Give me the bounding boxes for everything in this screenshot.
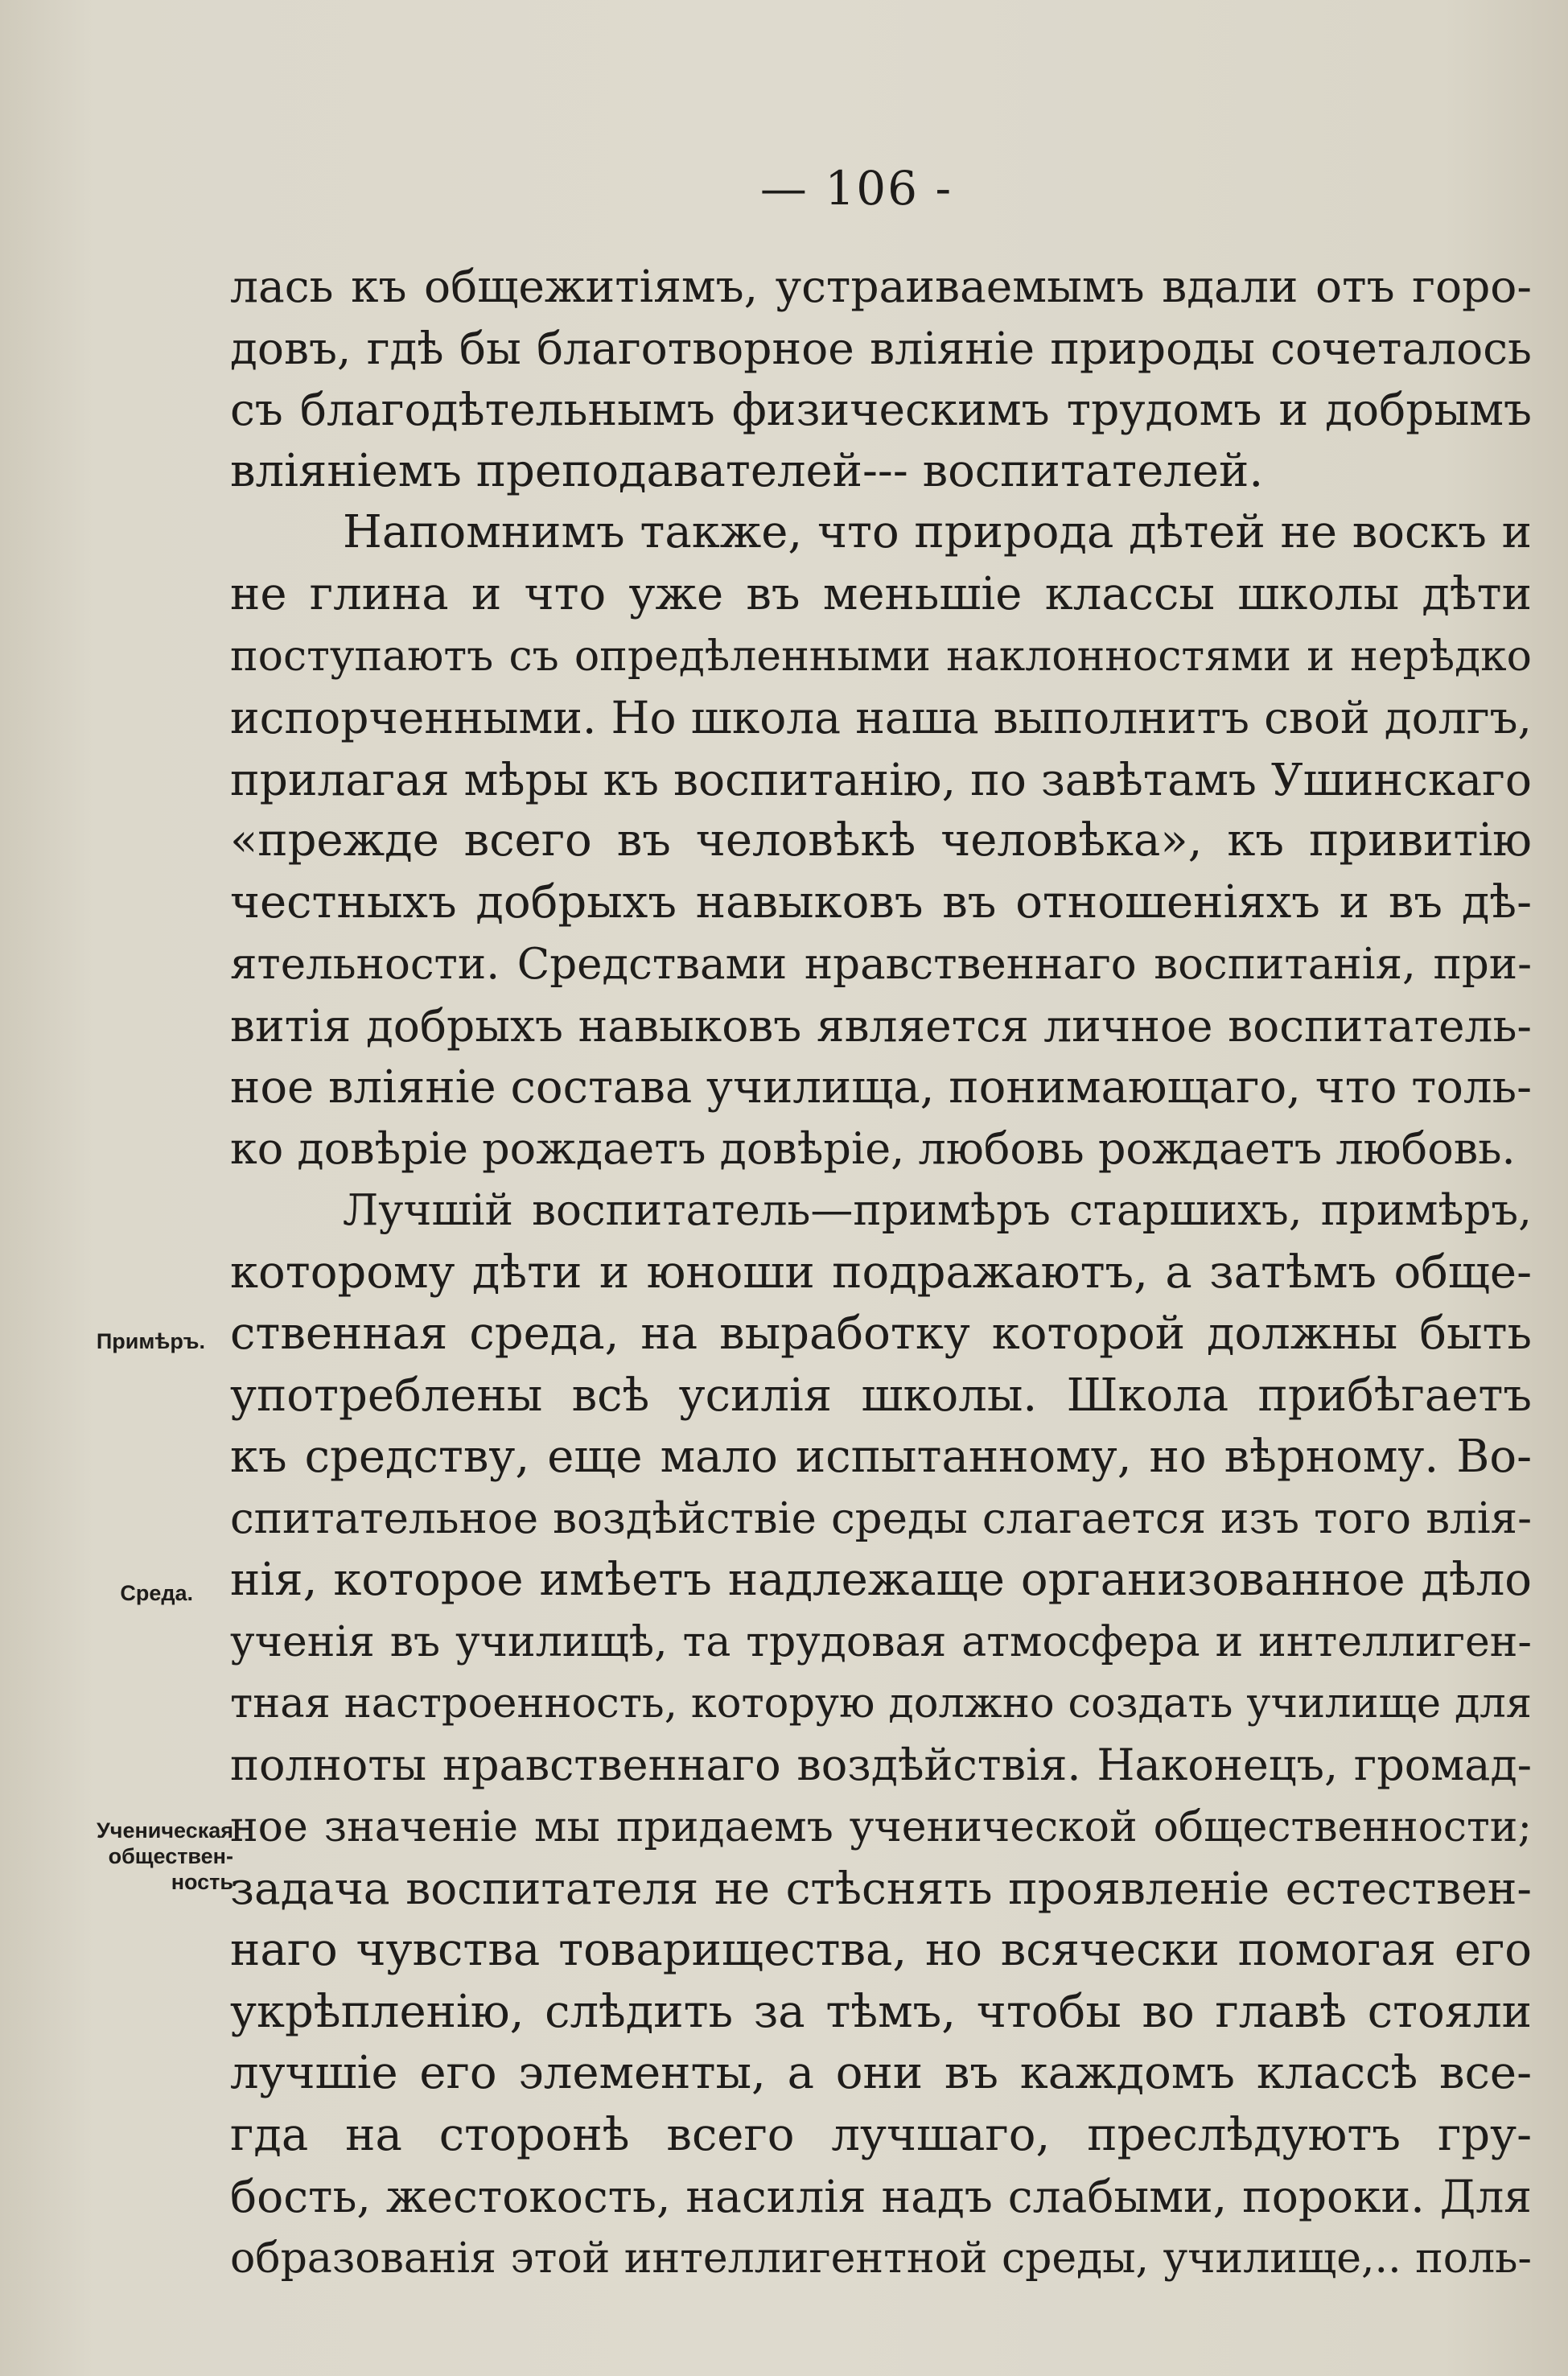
text-line: вліяніемъ преподавателей--- воспитателей.	[230, 444, 1264, 497]
margin-note-line: обществен-	[108, 1844, 233, 1868]
text-line: ственная среда, на выработку которой должны быть	[230, 1307, 1532, 1361]
text-line: «прежде всего въ человѣкѣ человѣка», къ привитію	[230, 814, 1532, 867]
text-line: довъ, гдѣ бы благотворное вліяніе природы сочеталось	[230, 322, 1532, 374]
text-line: лучшіе его элементы, а они въ каждомъ классѣ все-	[230, 2047, 1532, 2100]
text-line: Лучшій воспитатель—примѣръ старшихъ, примѣръ,	[343, 1185, 1532, 1235]
text-line: не глина и что уже въ меньшіе классы школы дѣти	[230, 567, 1532, 620]
page-number: — 106 -	[759, 161, 953, 216]
text-line: честныхъ добрыхъ навыковъ въ отношеніяхъ и въ дѣ-	[230, 875, 1532, 929]
text-line: которому дѣти и юноши подражаютъ, а затѣмъ обще-	[230, 1246, 1532, 1299]
text-line: ученія въ училищѣ, та трудовая атмосфера и интеллиген-	[230, 1618, 1532, 1667]
text-line: витія добрыхъ навыковъ является личное воспитатель-	[230, 1000, 1532, 1052]
text-line: гда на сторонѣ всего лучшаго, преслѣдуютъ гру-	[230, 2108, 1532, 2161]
margin-note-line: Ученическая	[96, 1818, 233, 1843]
text-line: прилагая мѣры къ воспитанію, по завѣтамъ Ушинскаго	[230, 753, 1532, 805]
margin-note-student-community	[16, 1818, 233, 1895]
text-line: поступаютъ съ опредѣленными наклонностями и нерѣдко	[230, 632, 1532, 681]
text-line: испорченными. Но школа наша выполнитъ свой долгъ,	[230, 692, 1532, 744]
text-line: образованія этой интеллигентной среды, училище,.. поль-	[230, 2234, 1532, 2283]
text-line: ное вліяніе состава училища, понимающаго, что толь-	[230, 1060, 1532, 1114]
margin-note-sreda: Среда.	[120, 1581, 193, 1605]
margin-note-line: ность	[171, 1870, 233, 1894]
text-line: Напомнимъ также, что природа дѣтей не воскъ и	[343, 506, 1532, 559]
text-line: спитательное воздѣйствіе среды слагается изъ того влія-	[230, 1493, 1532, 1543]
text-line: полноты нравственнаго воздѣйствія. Наконецъ, громад-	[230, 1740, 1532, 1791]
body-text	[230, 256, 1532, 2290]
text-line: укрѣпленію, слѣдить за тѣмъ, чтобы во главѣ стояли	[230, 1985, 1532, 2038]
text-line: къ средству, еще мало испытанному, но вѣрному. Во-	[230, 1431, 1532, 1484]
text-line: ятельности. Средствами нравственнаго воспитанія, при-	[230, 939, 1532, 989]
text-line: ное значеніе мы придаемъ ученической общественности;	[230, 1802, 1532, 1851]
margin-note-primer: Примѣръ.	[96, 1329, 205, 1353]
text-line: тная настроенность, которую должно создать училище для	[230, 1679, 1532, 1727]
text-line: съ благодѣтельнымъ физическимъ трудомъ и добрымъ	[230, 384, 1532, 436]
text-line: задача воспитателя не стѣснять проявленіе естествен-	[230, 1863, 1532, 1915]
text-line: наго чувства товарищества, но всячески помогая его	[230, 1924, 1532, 1977]
text-line: лась къ общежитіямъ, устраиваемымъ вдали отъ горо-	[230, 261, 1532, 312]
text-line: ко довѣріе рождаетъ довѣріе, любовь рождаетъ любовь.	[230, 1123, 1516, 1175]
text-line: бость, жестокость, насилія надъ слабыми, пороки. Для	[230, 2171, 1532, 2223]
text-line: употреблены всѣ усилія школы. Школа прибѣгаетъ	[230, 1369, 1532, 1422]
text-line: нія, которое имѣетъ надлежаще организованное дѣло	[230, 1554, 1532, 1607]
